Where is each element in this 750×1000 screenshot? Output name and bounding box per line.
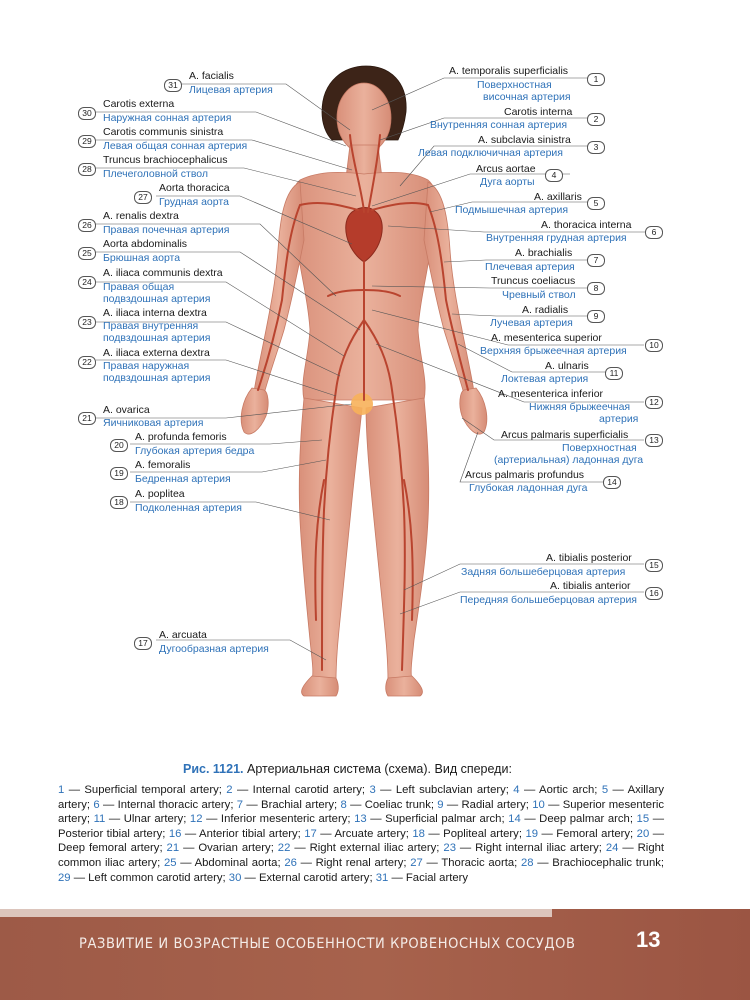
legend-text: — Superficial palmar arch; [366, 813, 509, 826]
running-title: РАЗВИТИЕ И ВОЗРАСТНЫЕ ОСОБЕННОСТИ КРОВЕНОСНЫХ СОСУДОВ [79, 936, 576, 952]
label-russian: Задняя большеберцовая артерия [461, 566, 626, 578]
label-latin: Arcus palmaris superficialis [501, 429, 629, 441]
label-russian: Верхняя брыжеечная артерия [480, 345, 627, 357]
label-russian: Грудная аорта [159, 196, 229, 208]
label-latin: A. ulnaris [545, 360, 589, 372]
legend-text: — Deep femoral artery; [58, 827, 664, 855]
label-latin: A. mesenterica inferior [498, 388, 604, 400]
label-russian: Нижняя брыжеечная [529, 401, 631, 413]
label-latin: Truncus brachiocephalicus [103, 154, 228, 166]
legend-text: — Deep palmar arch; [520, 813, 637, 826]
label-latin: Carotis interna [504, 106, 573, 118]
label-latin: A. tibialis posterior [546, 552, 632, 564]
legend-number: 18 [412, 827, 425, 840]
label-russian: Плечевая артерия [485, 261, 575, 273]
label-latin: A. iliaca externa dextra [103, 347, 210, 359]
legend-number: 12 [189, 813, 203, 826]
legend-text: — Anterior tibial artery; [181, 827, 305, 840]
label-russian: Лицевая артерия [189, 84, 273, 96]
label-number: 11 [605, 367, 623, 380]
legend-number: 30 [228, 871, 242, 884]
label-russian: Подколенная артерия [135, 502, 242, 514]
label-number: 2 [587, 113, 605, 126]
label-latin: A. arcuata [159, 629, 207, 641]
legend-number: 27 [410, 856, 423, 869]
label-number: 13 [645, 434, 663, 447]
label-russian: Яичниковая артерия [103, 417, 204, 429]
label-number: 18 [110, 496, 128, 509]
label-russian: Поверхностная [477, 79, 552, 91]
label-latin: A. subclavia sinistra [478, 134, 571, 146]
legend-text: — Coeliac trunk; [346, 798, 438, 811]
label-latin: A. iliaca communis dextra [103, 267, 223, 279]
legend-text: — Aortic arch; [519, 784, 602, 796]
legend-text: — Posterior tibial artery; [58, 813, 664, 840]
label-latin: A. facialis [189, 70, 234, 82]
legend-number: 31 [375, 871, 389, 884]
legend-number: 22 [277, 842, 291, 855]
legend-text: — Axillary artery; [58, 784, 665, 811]
label-latin: Carotis externa [103, 98, 175, 110]
label-number: 31 [164, 79, 182, 92]
label-russian: Правая внутренняя [103, 320, 199, 332]
label-russian: (артериальная) ладонная дуга [494, 454, 644, 466]
legend-text: — Superior mesenteric artery; [58, 798, 664, 826]
legend-text: — Internal thoracic artery; [99, 798, 237, 811]
label-number: 27 [134, 191, 152, 204]
label-number: 4 [545, 169, 563, 182]
label-latin: A. femoralis [135, 459, 191, 471]
label-russian: Дуга аорты [480, 176, 535, 188]
legend-number: 24 [605, 842, 619, 855]
label-latin: A. poplitea [135, 488, 185, 500]
legend-number: 20 [636, 827, 650, 840]
label-russian: подвздошная артерия [103, 372, 211, 384]
label-russian: Подмышечная артерия [455, 204, 569, 216]
legend-number: 7 [236, 798, 244, 811]
label-number: 30 [78, 107, 96, 120]
legend-number: 11 [93, 813, 106, 826]
legend-text: — Right renal artery; [296, 856, 411, 869]
label-number: 9 [587, 310, 605, 323]
legend-text: — Ulnar artery; [105, 813, 190, 826]
legend-number: 13 [354, 813, 367, 826]
legend-number: 29 [58, 871, 71, 884]
legend-text: — Ovarian artery; [179, 842, 278, 855]
label-latin: A. iliaca interna dextra [103, 307, 207, 319]
legend-number: 17 [304, 827, 317, 840]
label-latin: A. mesenterica superior [491, 332, 602, 344]
label-latin: A. renalis dextra [103, 210, 179, 222]
legend-number: 25 [163, 856, 177, 869]
label-russian: Поверхностная [562, 442, 637, 454]
legend-text: — Right internal iliac artery; [455, 842, 606, 855]
legend-text: — Abdominal aorta; [176, 856, 285, 869]
legend-number: 9 [437, 798, 444, 811]
label-russian: Плечеголовной ствол [103, 168, 209, 180]
legend-number: 2 [226, 784, 233, 796]
label-number: 16 [645, 587, 663, 600]
figure-legend [58, 783, 664, 885]
label-russian: Чревный ствол [502, 289, 576, 301]
label-number: 14 [603, 476, 621, 489]
caption-text: Артериальная система (схема). Вид спереди: [243, 762, 512, 776]
legend-number: 8 [340, 798, 347, 811]
label-russian: Глубокая ладонная дуга [469, 482, 588, 494]
figure-number: Рис. 1121. [183, 762, 244, 776]
page-footer [0, 909, 750, 1000]
label-latin: Aorta thoracica [159, 182, 230, 194]
label-latin: Truncus coeliacus [491, 275, 576, 287]
legend-number: 5 [601, 784, 609, 796]
legend-text: — Right external iliac artery; [290, 842, 444, 855]
legend-number: 15 [636, 813, 650, 826]
footer-accent-strip [0, 909, 552, 917]
legend-number: 10 [532, 798, 545, 811]
label-russian: Дугообразная артерия [159, 643, 269, 655]
label-russian: Глубокая артерия бедра [135, 445, 255, 457]
label-number: 10 [645, 339, 663, 352]
label-number: 21 [78, 412, 96, 425]
legend-text: — Femoral artery; [538, 827, 637, 840]
label-russian: Правая общая [103, 281, 175, 293]
label-latin: Arcus aortae [476, 163, 536, 175]
label-russian: височная артерия [483, 91, 571, 103]
legend-text: — Facial artery [388, 871, 469, 884]
legend-text: — Radial artery; [443, 798, 533, 811]
legend-number: 1 [58, 784, 65, 796]
label-number: 19 [110, 467, 128, 480]
label-latin: A. axillaris [534, 191, 582, 203]
label-number: 26 [78, 219, 96, 232]
label-number: 6 [645, 226, 663, 239]
legend-number: 16 [168, 827, 182, 840]
label-russian: артерия [599, 413, 639, 425]
label-russian: Лучевая артерия [490, 317, 573, 329]
label-number: 20 [110, 439, 128, 452]
label-number: 23 [78, 316, 96, 329]
label-russian: Правая почечная артерия [103, 224, 230, 236]
label-russian: Правая наружная [103, 360, 190, 372]
label-latin: Arcus palmaris profundus [465, 469, 585, 481]
label-number: 28 [78, 163, 96, 176]
label-latin: A. radialis [522, 304, 569, 316]
legend-number: 6 [93, 798, 100, 811]
label-latin: A. temporalis superficialis [449, 65, 569, 77]
legend-number: 28 [521, 856, 534, 869]
label-number: 3 [587, 141, 605, 154]
label-latin: A. thoracica interna [541, 219, 632, 231]
label-latin: Aorta abdominalis [103, 238, 188, 250]
legend-text: — Left common carotid artery; [70, 871, 229, 884]
label-russian: подвздошная артерия [103, 293, 211, 305]
label-number: 29 [78, 135, 96, 148]
legend-text: — Arcuate artery; [316, 827, 413, 840]
label-latin: A. brachialis [515, 247, 573, 259]
legend-number: 14 [508, 813, 521, 826]
label-russian: Внутренняя сонная артерия [430, 119, 568, 131]
legend-text: — Brachiocephalic trunk; [533, 856, 665, 869]
label-russian: Левая общая сонная артерия [103, 140, 248, 152]
label-russian: Локтевая артерия [501, 373, 589, 385]
legend-text: — Internal carotid artery; [232, 784, 370, 796]
legend-number: 4 [513, 784, 520, 796]
label-russian: Наружная сонная артерия [103, 112, 232, 124]
legend-number: 19 [525, 827, 539, 840]
legend-number: 26 [284, 856, 297, 869]
label-latin: A. ovarica [103, 404, 150, 416]
label-latin: Carotis communis sinistra [103, 126, 224, 138]
label-number: 5 [587, 197, 605, 210]
label-russian: подвздошная артерия [103, 332, 211, 344]
legend-number: 21 [166, 842, 180, 855]
figure-caption [183, 762, 512, 776]
label-number: 24 [78, 276, 96, 289]
label-russian: Внутренняя грудная артерия [486, 232, 627, 244]
label-number: 12 [645, 396, 663, 409]
label-latin: A. tibialis anterior [550, 580, 631, 592]
label-russian: Левая подключичная артерия [418, 147, 563, 159]
label-number: 17 [134, 637, 152, 650]
legend-number: 3 [369, 784, 376, 796]
legend-number: 23 [443, 842, 456, 855]
label-latin: A. profunda femoris [135, 431, 227, 443]
label-russian: Бедренная артерия [135, 473, 231, 485]
label-russian: Брюшная аорта [103, 252, 181, 264]
legend-text: — Thoracic aorta; [422, 856, 521, 869]
legend-text: — Popliteal artery; [424, 827, 526, 840]
legend-text: — External carotid artery; [241, 871, 376, 884]
label-number: 15 [645, 559, 663, 572]
legend-text: — Superficial temporal artery; [64, 784, 227, 796]
legend-text: — Left subclavian artery; [375, 784, 514, 796]
label-number: 22 [78, 356, 96, 369]
legend-text: — Right common iliac artery; [58, 842, 665, 869]
label-number: 25 [78, 247, 96, 260]
label-number: 7 [587, 254, 605, 267]
label-number: 1 [587, 73, 605, 86]
page-number: 13 [636, 927, 661, 952]
label-number: 8 [587, 282, 605, 295]
legend-text: — Brachial artery; [243, 798, 341, 811]
legend-text: — Inferior mesenteric artery; [202, 813, 355, 826]
label-russian: Передняя большеберцовая артерия [460, 594, 637, 606]
ovary-marker [351, 393, 373, 415]
